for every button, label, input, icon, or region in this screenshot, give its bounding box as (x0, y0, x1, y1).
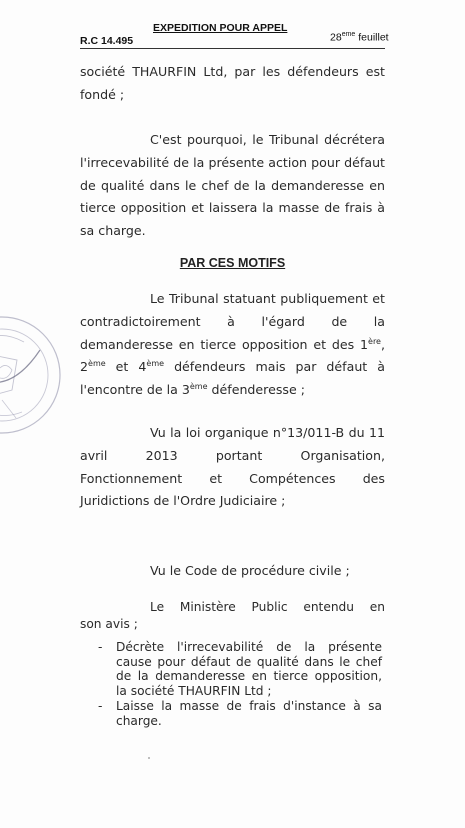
sup-3: ème (146, 359, 165, 369)
sup-1: ère (368, 336, 381, 346)
statuant-text-5: défenderesse ; (207, 382, 305, 398)
decision-text: Laisse la masse de frais d'instance à sa charge. (116, 699, 382, 728)
statuant-text-1: Le Tribunal statuant publiquement et contradictoirement à l'égard de la demanderesse en tierce opposition et des 1 (80, 291, 385, 352)
paragraph-continuation: société THAURFIN Ltd, par les défendeurs est fondé ; (80, 64, 385, 102)
sup-2: ème (88, 359, 106, 369)
sheet-number-value: 28 (330, 31, 342, 44)
statuant-text-4: défendeurs mais par défaut à l'encontre de la 3 (80, 359, 385, 398)
case-reference: R.C 14.495 (80, 35, 134, 47)
paragraph-vu-code (80, 560, 385, 583)
statuant-text-2: , 2 (80, 336, 385, 375)
paragraph-ministere-public (80, 599, 385, 633)
sheet-number-suffix: eme (341, 31, 356, 38)
list-bullet: - (98, 699, 103, 714)
paragraph-cest-pourquoi-text: C'est pourquoi, le Tribunal décrétera l'irrecevabilité de la présente action pour défaut de qualité dans le chef de la demanderesse en tierce opposition et laissera la masse de frais à sa charge. (80, 132, 385, 239)
header-divider (80, 48, 385, 49)
vu-loi-text: Vu la loi organique n°13/011-B du 11 avril 2013 portant Organisation, Fonctionnement et Compétences des Juridictions de l'Ordre Judiciaire ; (80, 425, 385, 509)
vu-code-text: Vu le Code de procédure civile ; (150, 563, 350, 578)
paper-speck (148, 757, 150, 759)
sheet-number (330, 31, 389, 44)
list-item (92, 699, 382, 728)
decision-text: Décrète l'irrecevabilité de la présente cause pour défaut de qualité dans le chef de la demanderesse en tierce opposition, la société THAURFIN Ltd ; (116, 640, 382, 698)
court-stamp-seal (0, 300, 68, 450)
paragraph-cest-pourquoi (80, 129, 385, 243)
section-heading: PAR CES MOTIFS (179, 256, 286, 270)
header-title: EXPEDITION POUR APPEL (153, 22, 288, 34)
list-item (92, 640, 382, 698)
statuant-text-3: et 4 (105, 359, 147, 375)
decision-list (92, 640, 382, 730)
paragraph-statuant (80, 288, 385, 402)
avis-line-2: son avis ; (80, 617, 138, 631)
sheet-word: feuillet (358, 31, 389, 44)
sup-4: ème (189, 382, 208, 391)
paragraph-vu-loi (80, 422, 385, 513)
avis-line-1: Le Ministère Public entendu en (150, 600, 385, 614)
list-bullet: - (98, 640, 103, 654)
